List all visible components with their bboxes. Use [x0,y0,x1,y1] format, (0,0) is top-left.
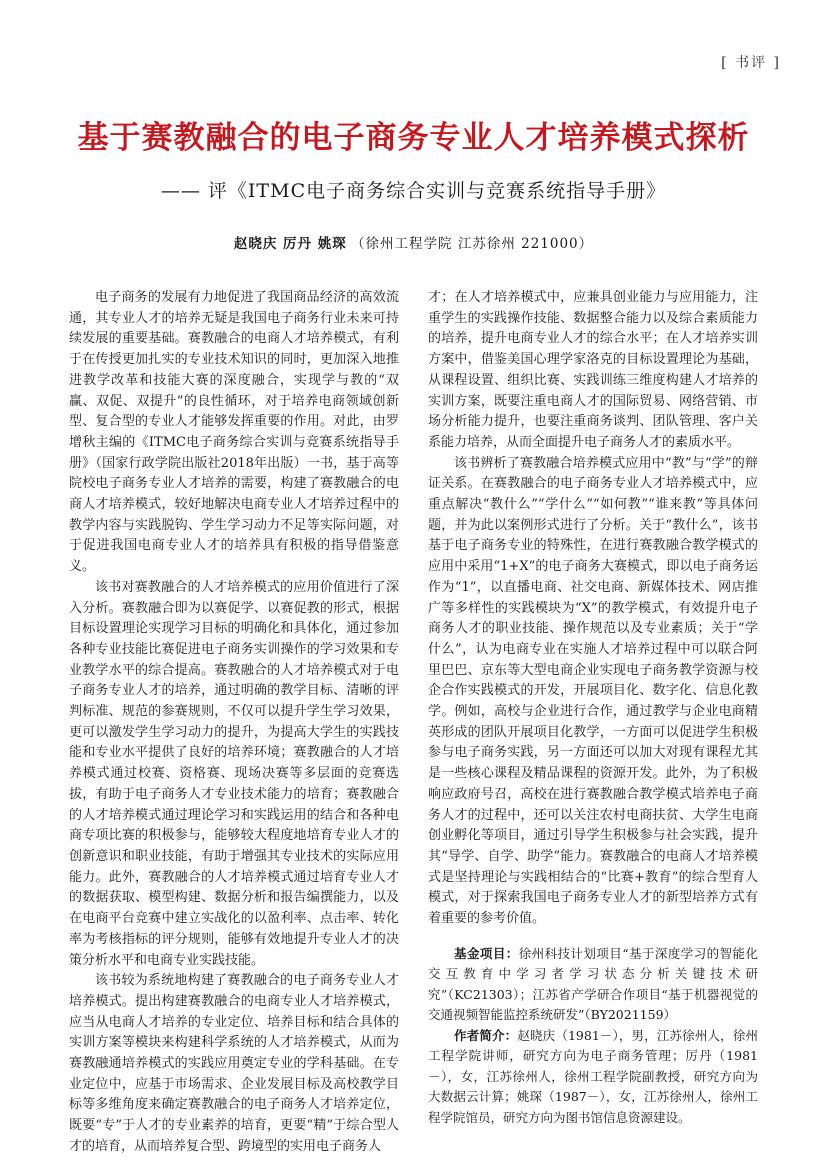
left-column [69,288,399,1158]
fund-label: 基金项目： [454,945,519,961]
author-bio [428,1026,758,1129]
author-bio-label: 作者简介： [454,1027,518,1043]
article-title: 基于赛教融合的电子商务专业人才培养模式探析 [77,120,750,156]
author-names: 赵晓庆 厉丹 姚琛 [233,236,347,252]
paragraph: 电子商务的发展有力地促进了我国商品经济的高效流通，其专业人才的培养无疑是我国电子商务行业未来可持续发展的重要基础。赛教融合的电商人才培养模式，有利于在传授更加扎实的专业技术知识的同时，更加深入地推进教学改革和技能大赛的深度融合，实现学与教的“双赢、双促、双提升”的良性循环，对于培养电商领域创新型、复合型的专业人才能够发挥重要的作用。对此，由罗增秋主编的《ITMC电子商务综合实训与竞赛系统指导手册》（国家行政学院出版社2018年出版）一书，基于高等院校电子商务专业人才培养的需要，构建了赛教融合的电商人才培养模式，较好地解决电商专业人才培养过程中的教学内容与实践脱钩、学生学习动力不足等实际问题，对于促进我国电商专业人才的培养具有积极的指导借鉴意义。 [69,290,399,575]
article-subtitle: —— 评《ITMC电子商务综合实训与竞赛系统指导手册》 [160,180,667,202]
paragraph: 该书对赛教融合的人才培养模式的应用价值进行了深入分析。赛教融合即为以赛促学、以赛促教的形式，根据目标设置理论实现学习目标的明确化和具体化，通过参加各种专业技能比赛促进电子商务实训操作的学习效果和专业教学水平的综合提高。赛教融合的人才培养模式对于电子商务专业人才的培养，通过明确的教学目标、清晰的评判标准、规范的参赛规则，不仅可以提升学生学习效果，更可以激发学生学习动力的提升，为提高大学生的实践技能和专业水平提供了良好的培养环境；赛教融合的人才培养模式通过校赛、资格赛、现场决赛等多层面的竞赛选拔，有助于电子商务人才专业技术能力的培育；赛教融合的人才培养模式通过理论学习和实践运用的结合和各种电商专项比赛的积极参与，能够较大程度地培育专业人才的创新意识和职业技能，有助于增强其专业技术的实际应用能力。此外，赛教融合的人才培养模式通过培育专业人才的数据获取、模型构建、数据分析和报告编撰能力，以及在电商平台竞赛中建立实战化的以盈利率、点击率、转化率为考核指标的评分规则，能够有效地提升专业人才的决策分析水平和电商专业实践技能。 [69,579,399,968]
right-column [428,288,758,1128]
fund-text: 徐州科技计划项目“基于深度学习的智能化交互教育中学习者学习状态分析关键技术研究”（KC21303）；江苏省产学研合作项目“基于机器视觉的交通视频智能监控系统研发”（BY2021159） [428,945,758,1023]
article-notes [428,944,758,1129]
section-tag: [ 书评 ] [721,55,781,71]
paragraph: 该书辨析了赛教融合培养模式应用中“教”与“学”的辩证关系。在赛教融合的电子商务专业人才培养模式中，应重点解决“教什么”“学什么”“如何教”“谁来教”等具体问题，并为此以案例形式进行了分析。关于“教什么”，该书基于电子商务专业的特殊性，在进行赛教融合教学模式的应用中采用“1+X”的电子商务大赛模式，即以电子商务运作为“1”，以直播电商、社交电商、新媒体技术、网店推广等多样性的实践模块为“X”的教学模式，有效提升电子商务人才的职业技能、操作规范以及专业素质；关于“学什么”，认为电商专业在实施人才培养过程中可以联合阿里巴巴、京东等大型电商企业实现电子商务教学资源与校企合作实践模式的开发，开展项目化、数字化、信息化教学。例如，高校与企业进行合作，通过教学与企业电商精英形成的团队开展项目化教学，一方面可以促进学生积极参与电子商务实践，另一方面还可以加大对现有课程尤其是一些核心课程及精品课程的资源开发。此外，为了积极响应政府号召，高校在进行赛教融合教学模式培养电子商务人才的过程中，还可以关注农村电商扶贫、大学生电商创业孵化等项目，通过引导学生积极参与社会实践，提升其“导学、自学、助学”能力。赛教融合的电商人才培养模式是坚持理论与实践相结合的“比赛+教育”的综合型育人模式，对于探索我国电子商务专业人才的新型培养方式有着重要的参考价值。 [428,455,758,927]
fund-note [428,944,758,1026]
author-bio-text: 赵晓庆（1981－），男，江苏徐州人，徐州工程学院讲师，研究方向为电子商务管理；厉丹（1981－），女，江苏徐州人，徐州工程学院副教授，研究方向为大数据云计算；姚琛（1987－），女，江苏徐州人，徐州工程学院馆员，研究方向为图书馆信息资源建设。 [428,1027,758,1125]
paragraph: 该书较为系统地构建了赛教融合的电子商务专业人才培养模式。提出构建赛教融合的电商专业人才培养模式，应当从电商人才培养的专业定位、培养目标和结合具体的实训方案等模块来构建科学系统的人才培养模式，从而为赛教融通培养模式的实践应用奠定专业的学科基础。在专业定位中，应基于市场需求、企业发展目标及高校教学目标等多维角度来确定赛教融合的电子商务人才培养定位，既要“专”于人才的专业素养的培育，更要“精”于综合型人才的培育，从而培养复合型、跨境型的实用电子商务人 [69,973,399,1154]
author-affiliation: （徐州工程学院 江苏徐州 221000） [351,236,594,252]
byline [0,232,827,252]
paragraph-continued: 才；在人才培养模式中，应兼具创业能力与应用能力，注重学生的实践操作技能、数据整合能力以及综合素质能力的培养，提升电商专业人才的综合水平；在人才培养实训方案中，借鉴美国心理学家洛克的目标设置理论为基础，从课程设置、组织比赛、实践训练三维度构建人才培养的实训方案，既要注重电商人才的国际贸易、网络营销、市场分析能力提升，也要注重商务谈判、团队管理、客户关系能力培养，从而全面提升电子商务人才的素质水平。 [428,290,758,450]
